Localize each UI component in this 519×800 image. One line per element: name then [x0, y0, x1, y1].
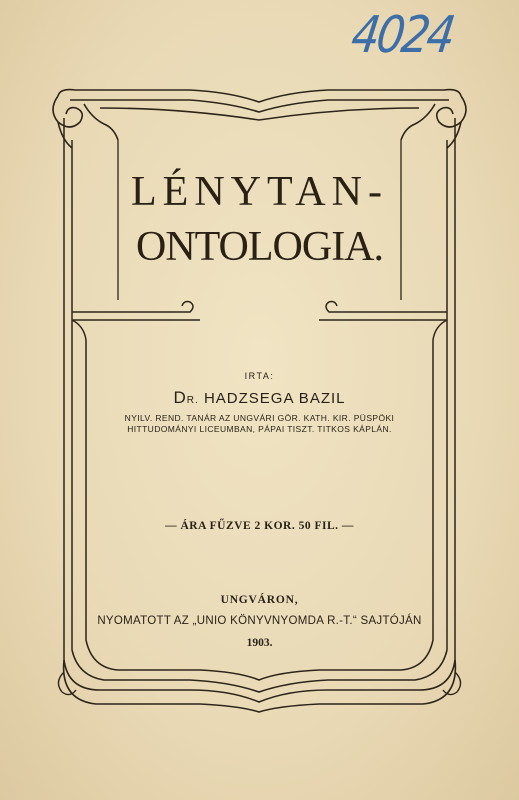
imprint-year: 1903. [246, 637, 273, 649]
author-name-line [0, 388, 519, 408]
imprint-printer: NYOMATOTT AZ „UNIO KÖNYVNYOMDA R.-T.“ SAJTÓJÁN [97, 615, 422, 627]
author-name: HADZSEGA BAZIL [203, 390, 346, 407]
author-prefix-main: D [173, 388, 187, 407]
price-line: — ÁRA FŰZVE 2 KOR. 50 FIL. — [165, 520, 354, 532]
title-line-2: ONTOLOGIA. [135, 224, 384, 270]
library-shelfmark: 4024 [347, 6, 457, 65]
author-label: IRTA: [244, 371, 275, 381]
author-affiliation-line-1: NYILV. REND. TANÁR AZ UNGVÁRI GÖR. KATH. KIR. PÜSPÖKI [124, 413, 395, 423]
author-prefix-suffix: R. [186, 395, 199, 406]
author-affiliation-line-2: HITTUDOMÁNYI LICEUMBAN, PÁPAI TISZT. TITKOS KÁPLÁN. [127, 424, 392, 434]
imprint-city: UNGVÁRON, [220, 594, 299, 606]
title-line-1: LÉNYTAN- [131, 169, 388, 215]
